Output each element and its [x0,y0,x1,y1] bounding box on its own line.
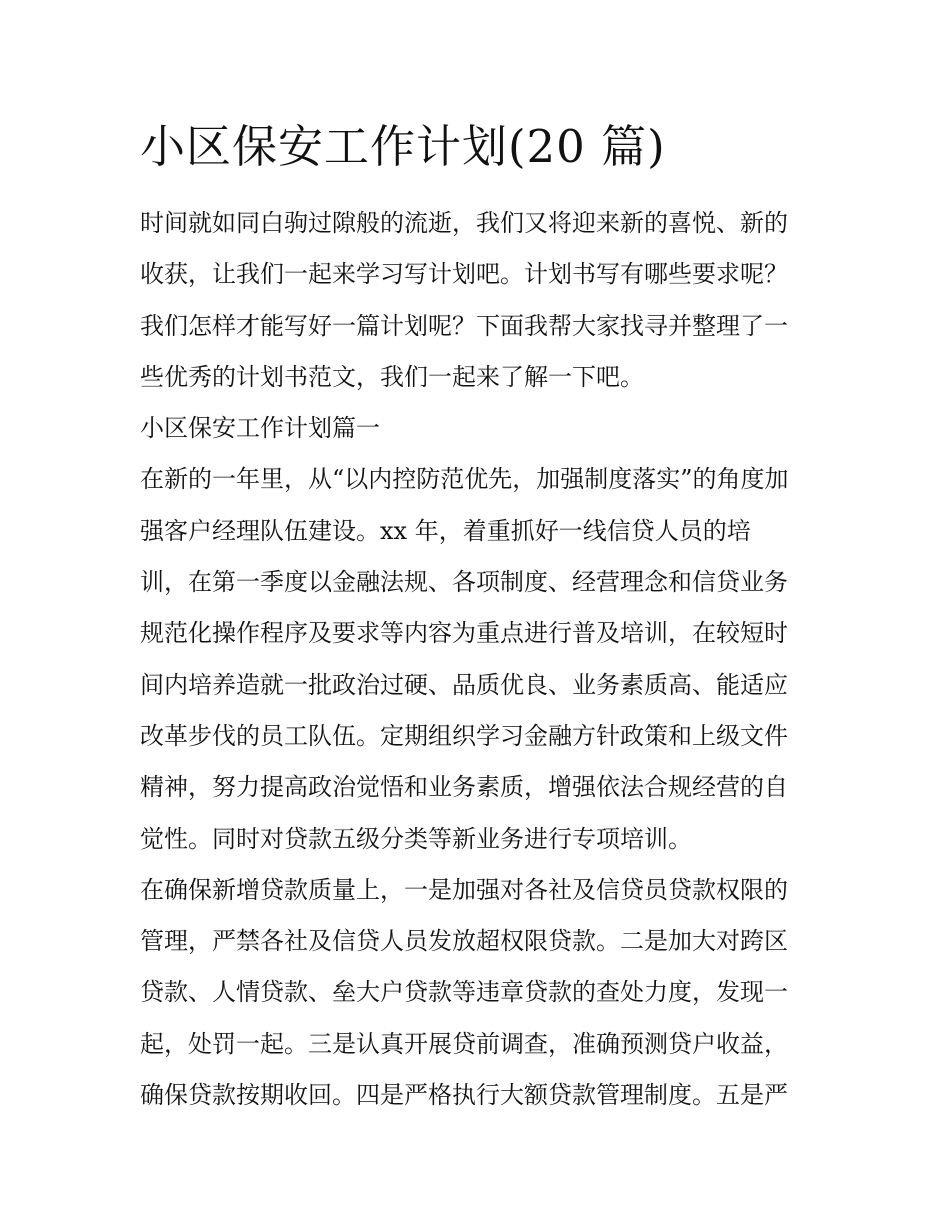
body-line: 管理，严禁各社及信贷人员发放超权限贷款。二是加大对跨区 [140,927,788,956]
body-line: 间内培养造就一批政治过硬、品质优良、业务素质高、能适应 [140,670,788,699]
body-line: 我们怎样才能写好一篇计划呢？下面我帮大家找寻并整理了一 [140,311,788,340]
body-line: 觉性。同时对贷款五级分类等新业务进行专项培训。 [140,824,692,853]
document-title: 小区保安工作计划(20 篇) [140,120,666,173]
body-line: 规范化操作程序及要求等内容为重点进行普及培训，在较短时 [140,619,788,648]
body-line: 精神，努力提高政治觉悟和业务素质，增强依法合规经营的自 [140,773,788,802]
body-line: 贷款、人情贷款、垒大户贷款等违章贷款的查处力度，发现一 [140,978,788,1007]
body-line: 确保贷款按期收回。四是严格执行大额贷款管理制度。五是严 [140,1081,788,1110]
body-line: 改革步伐的员工队伍。定期组织学习金融方针政策和上级文件 [140,721,788,750]
body-line: 在新的一年里，从“以内控防范优先，加强制度落实”的角度加 [140,465,789,494]
body-line: 起，处罚一起。三是认真开展贷前调查，准确预测贷户收益， [140,1029,788,1058]
body-line: 在确保新增贷款质量上，一是加强对各社及信贷员贷款权限的 [140,875,788,904]
section-heading: 小区保安工作计划篇一 [140,414,380,443]
body-line: 些优秀的计划书范文，我们一起来了解一下吧。 [140,362,644,391]
body-line: 收获，让我们一起来学习写计划吧。计划书写有哪些要求呢？ [140,260,788,289]
body-line: 强客户经理队伍建设。xx 年，着重抓好一线信贷人员的培 [140,516,751,545]
body-line: 训，在第一季度以金融法规、各项制度、经营理念和信贷业务 [140,568,788,597]
body-line: 时间就如同白驹过隙般的流逝，我们又将迎来新的喜悦、新的 [140,209,788,237]
document-body [140,198,820,1121]
